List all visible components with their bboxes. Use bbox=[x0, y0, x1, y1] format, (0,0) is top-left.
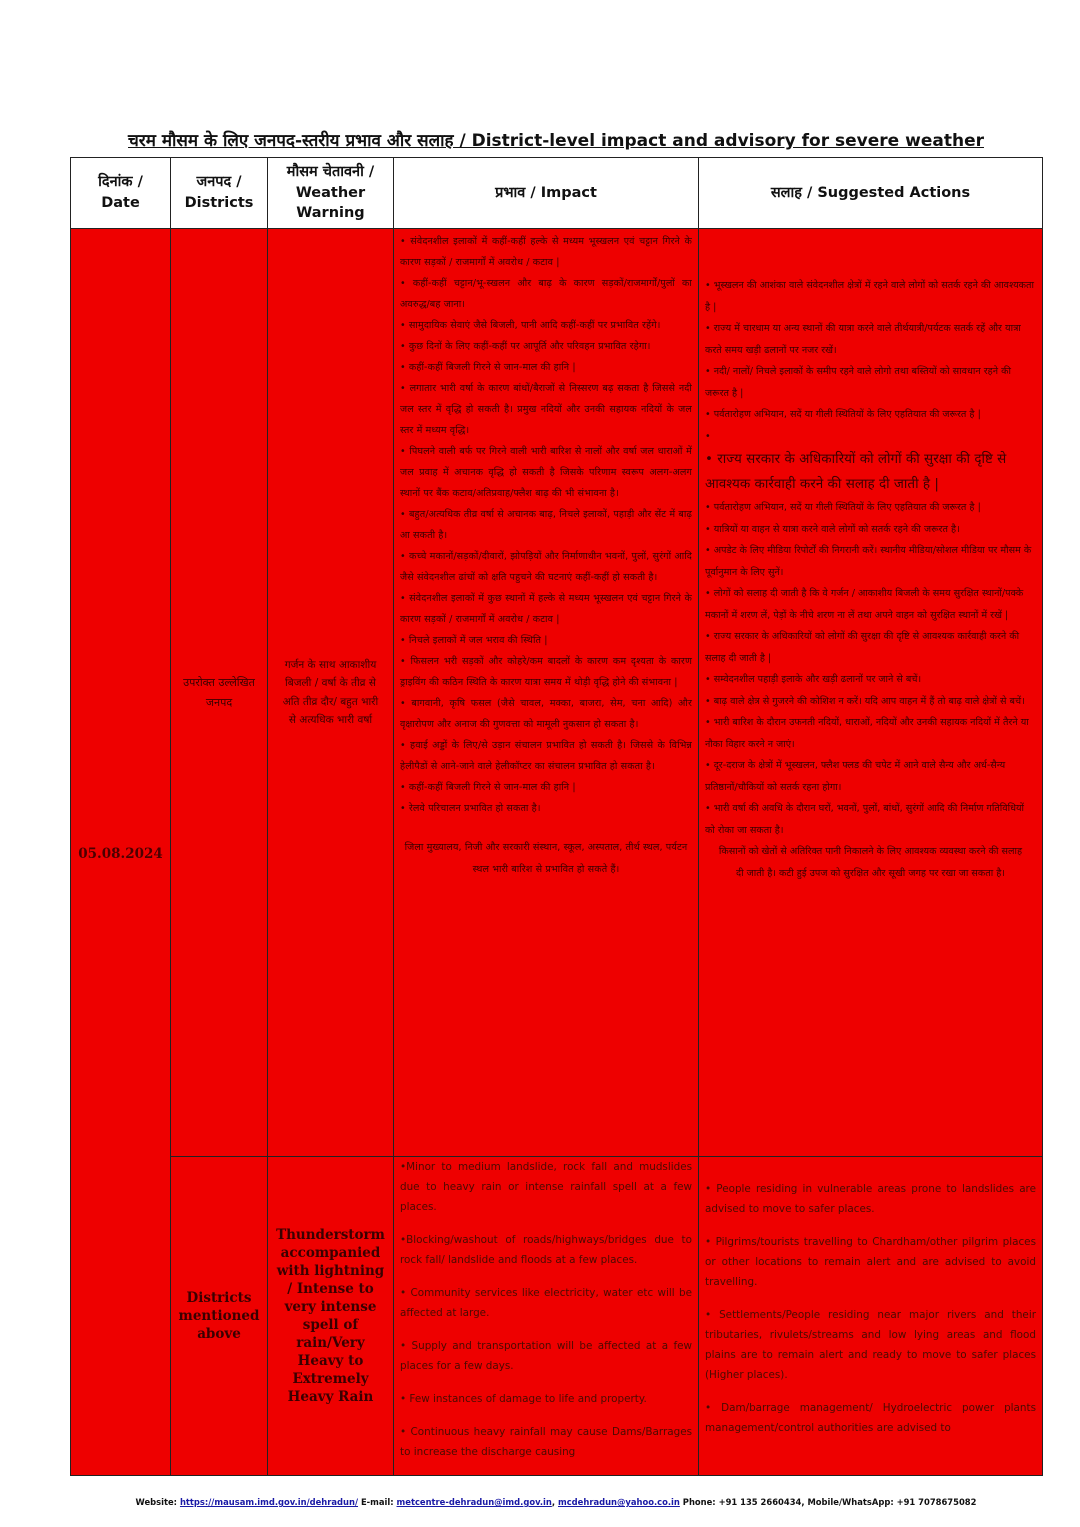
action-item: • Pilgrims/tourists travelling to Chardham/other pilgrim places or other locations to remain alert and are advised to avoid travelling. bbox=[705, 1236, 1036, 1288]
actions-header: सलाह / Suggested Actions bbox=[699, 158, 1043, 229]
action-item: • सम्वेदनशील पहाड़ी इलाके और खड़ी ढलानों पर जाने से बचें। bbox=[705, 674, 922, 685]
impact-item: • लगातार भारी वर्षा के कारण बांधों/बैराजों से निस्सरण बढ़ सकता है जिससे नदी जल स्तर में वृद्धि हो सकती है। प्रमुख नदियों और उनकी सहायक नदियों के जल स्तर में मध्यम वृद्धि। bbox=[400, 383, 692, 436]
impact-item: • सामुदायिक सेवाएं जैसे बिजली, पानी आदि कहीं-कहीं पर प्रभावित रहेंगे। bbox=[400, 320, 661, 331]
impact-header: प्रभाव / Impact bbox=[394, 158, 699, 229]
impact-item: • बहुत/अत्यधिक तीव्र वर्षा से अचानक बाढ़, निचले इलाकों, पहाड़ी और सेंट में बाढ़ आ सकती है। bbox=[400, 509, 692, 541]
action-item: • राज्य में चारधाम या अन्य स्थानों की यात्रा करने वाले तीर्थयात्री/पर्यटक सतर्क रहें और यात्रा करते समय खड़ी ढलानों पर नजर रखें। bbox=[705, 323, 1021, 356]
action-item: • People residing in vulnerable areas prone to landslides are advised to move to safer places. bbox=[705, 1183, 1036, 1215]
action-item-emphasis: • राज्य सरकार के अधिकारियों को लोगों की सुरक्षा की दृष्टि से आवश्यक कार्रवाही करने की सलाह दी जाती है | bbox=[705, 451, 1007, 492]
action-item: • लोगों को सलाह दी जाती है कि वे गर्जन / आकाशीय बिजली के समय सुरक्षित स्थानों/पक्के मकानों में शरण लें, पेड़ों के नीचे शरण ना लें तथा अपने वाहन को सुरक्षित स्थानों में रखें | bbox=[705, 588, 1024, 621]
action-item: • भूस्खलन की आशंका वाले संवेदनशील क्षेत्रों में रहने वाले लोगों को सतर्क रहने की आवश्यकता है | bbox=[705, 280, 1034, 313]
districts-cell-english bbox=[171, 1157, 268, 1476]
warning-cell-hindi bbox=[268, 229, 394, 1157]
warning-header: मौसम चेतावनी / Weather Warning bbox=[268, 158, 394, 229]
footer-contact: Website: https://mausam.imd.gov.in/dehradun/ E-mail: metcentre-dehradun@imd.gov.in, mcdehradun@yahoo.co.in Phone: +91 135 2660434, Mobile/WhatsApp: +91 7078675082 bbox=[135, 1497, 977, 1507]
warning-cell-english bbox=[268, 1157, 394, 1476]
email-link-imd[interactable]: metcentre-dehradun@imd.gov.in bbox=[396, 1497, 552, 1507]
action-item: • भारी वर्षा की अवधि के दौरान घरों, भवनों, पुलों, बांधों, सुरंगों आदि की निर्माण गतिविधियों को रोका जा सकता है। bbox=[705, 803, 1025, 836]
header-row bbox=[71, 158, 1043, 229]
districts-cell-hindi bbox=[171, 229, 268, 1157]
impact-item: • पिघलने वाली बर्फ पर गिरने वाली भारी बारिश से नालों और वर्षा जल धाराओं में जल प्रवाह में अचानक वृद्धि हो सकती है जिसके परिणाम स्वरूप अलग-अलग स्थानों पर बैंक कटाव/अतिप्रवाह/फ्लैश बाढ़ की भी संभावना है। bbox=[400, 446, 692, 499]
action-item: • नदी/ नालों/ निचले इलाकों के समीप रहने वाले लोगो तथा बस्तियों को सावधान रहने की जरूरत है | bbox=[705, 366, 1011, 399]
warning-english: Thunderstorm accompanied with lightning / Intense to very intense spell of rain/Very Heavy to Extremely Heavy Rain bbox=[276, 1226, 385, 1406]
date-value: 05.08.2024 bbox=[78, 845, 163, 862]
impact-item: • Supply and transportation will be affected at a few places for a few days. bbox=[400, 1340, 692, 1372]
actions-cell-hindi bbox=[699, 229, 1043, 1157]
impact-item: • रेलवे परिचालन प्रभावित हो सकता है। bbox=[400, 803, 541, 814]
action-item: • पर्वतारोहण अभियान, सदें या गीली स्थितियों के लिए एहतियात की जरूरत है | bbox=[705, 409, 981, 420]
districts-header: जनपद / Districts bbox=[171, 158, 268, 229]
action-item: • यात्रियों या वाहन से यात्रा करने वाले लोगों को सतर्क रहने की जरूरत है। bbox=[705, 523, 960, 535]
impact-cell-english bbox=[394, 1157, 699, 1476]
email-link-yahoo[interactable]: mcdehradun@yahoo.co.in bbox=[557, 1497, 680, 1507]
action-item: • अपडेट के लिए मीडिया रिपोर्टों की निगरानी करें। स्थानीय मीडिया/सोशल मीडिया पर मौसम के पूर्वानुमान के लिए सुनें। bbox=[705, 545, 1032, 578]
impact-note: जिला मुख्यालय, निजी और सरकारी संस्थान, स्कूल, अस्पताल, तीर्थ स्थल, पर्यटन स्थल भारी बारिश से प्रभावित हो सकते हैं। bbox=[404, 842, 688, 875]
impact-item: • निचले इलाकों में जल भराव की स्थिति | bbox=[400, 635, 548, 646]
impact-item: • कच्चे मकानों/सड़कों/दीवारों, झोपड़ियों और निर्माणाधीन भवनों, पुलों, सुरंगों आदि जैसे संवेदनशील ढांचों को क्षति पहुचने की घटनाएं कहीं-कहीं हो सकती है। bbox=[400, 551, 692, 583]
impact-item: • संवेदनशील इलाकों में कुछ स्थानों में हल्के से मध्यम भूस्खलन एवं चट्टान गिरने के कारण सड़कों / राजमार्गों में अवरोध / कटाव | bbox=[400, 593, 692, 625]
districts-english: Districts mentioned above bbox=[178, 1289, 260, 1343]
action-item: • Dam/barrage management/ Hydroelectric power plants management/control authorities are advised to bbox=[705, 1402, 1036, 1434]
action-item: • राज्य सरकार के अधिकारियों को लोगों की सुरक्षा की दृष्टि से आवश्यक कार्रवाही करने की सलाह दी जाती है | bbox=[705, 631, 1020, 664]
website-link[interactable]: https://mausam.imd.gov.in/dehradun/ bbox=[179, 1497, 359, 1507]
impact-item: • Continuous heavy rainfall may cause Dams/Barrages to increase the discharge causing bbox=[400, 1426, 692, 1458]
impact-item: •Blocking/washout of roads/highways/bridges due to rock fall/ landslide and floods at a few places. bbox=[400, 1234, 692, 1266]
phone-info: Phone: +91 135 2660434, Mobile/WhatsApp: +91 7078675082 bbox=[679, 1497, 977, 1507]
action-note: किसानों को खेतों से अतिरिक्त पानी निकालने के लिए आवश्यक व्यवस्था करने की सलाह दी जाती है। कटी हुई उपज को सुरक्षित और सूखी जगह पर रखा जा सकता है। bbox=[718, 846, 1023, 879]
impact-cell-hindi bbox=[394, 229, 699, 1157]
impact-item: •Minor to medium landslide, rock fall and mudslides due to heavy rain or intense rainfall spell at a few places. bbox=[400, 1161, 692, 1213]
action-item: • भारी बारिश के दौरान उफनती नदियों, धाराओं, नदियों और उनकी सहायक नदियों में तैरने या नौका विहार करने न जाएं। bbox=[705, 717, 1029, 750]
actions-cell-english bbox=[699, 1157, 1043, 1476]
impact-item: • Few instances of damage to life and property. bbox=[400, 1393, 647, 1405]
date-header: दिनांक / Date bbox=[71, 158, 171, 229]
impact-item: • संवेदनशील इलाकों में कहीं-कहीं हल्के से मध्यम भूस्खलन एवं चट्टान गिरने के कारण सड़कों / राजमार्गों में अवरोध / कटाव | bbox=[400, 236, 692, 268]
warning-hindi: गर्जन के साथ आकाशीय बिजली / वर्षा के तीव्र से अति तीव्र दौर/ बहुत भारी से अत्यधिक भारी वर्षा bbox=[282, 658, 379, 726]
districts-hindi: उपरोक्त उल्लेखित जनपद bbox=[183, 676, 255, 709]
action-item: • बाढ़ वाले क्षेत्र से गुजरने की कोशिश न करें। यदि आप वाहन में हैं तो बाढ़ वाले क्षेत्रों से बचें। bbox=[705, 695, 1025, 707]
advisory-table bbox=[70, 157, 1043, 1476]
action-item: • Settlements/People residing near major rivers and their tributaries, rivulets/streams and low lying areas and flood plains are to remain alert and ready to move to safer places (Higher places). bbox=[705, 1309, 1036, 1381]
impact-item: • कुछ दिनों के लिए कहीं-कहीं पर आपूर्ति और परिवहन प्रभावित रहेगा। bbox=[400, 341, 651, 352]
impact-item: • फिसलन भरी सड़कों और कोहरे/कम बादलों के कारण कम दृश्यता के कारण ड्राइविंग की कठिन स्थिति के कारण यात्रा समय में थोड़ी वृद्धि होने की संभावना | bbox=[400, 656, 692, 688]
impact-item: • कहीं-कहीं चट्टान/भू-स्खलन और बाढ़ के कारण सड़कों/राजमार्गों/पुलों का अवरुद्ध/बह जाना। bbox=[400, 278, 692, 310]
action-item: • पर्वतारोहण अभियान, सदें या गीली स्थितियों के लिए एहतियात की जरूरत है | bbox=[705, 502, 981, 513]
date-cell bbox=[71, 229, 171, 1476]
impact-item: • कहीं-कहीं बिजली गिरने से जान-माल की हानि | bbox=[400, 362, 576, 373]
impact-item: • हवाई अड्डों के लिए/से उड़ान संचालन प्रभावित हो सकती है। जिससे के विभिन्न हेलीपैडों से आने-जाने वाले हेलीकॉप्टर का संचालन प्रभावित हो सकता है। bbox=[400, 740, 692, 772]
page-title: चरम मौसम के लिए जनपद-स्तरीय प्रभाव और सलाह / District-level impact and advisory for severe weather bbox=[128, 131, 984, 151]
action-item: • bbox=[705, 430, 711, 442]
hindi-row bbox=[71, 229, 1043, 1157]
impact-item: • कहीं-कहीं बिजली गिरने से जान-माल की हानि | bbox=[400, 782, 576, 793]
action-item: • दूर-दराज के क्षेत्रों में भूस्खलन, फ्लैश फ्लड की चपेट में आने वाले सैन्य और अर्ध-सैन्य प्रतिष्ठानों/चौकियों को सतर्क रहना होगा। bbox=[705, 760, 1006, 793]
impact-item: • Community services like electricity, water etc will be affected at large. bbox=[400, 1287, 692, 1319]
english-row bbox=[71, 1157, 1043, 1476]
impact-item: • बागवानी, कृषि फसल (जैसे चावल, मक्का, बाजरा, सेम, चना आदि) और वृक्षारोपण और अनाज की गुणवत्ता को मामूली नुकसान हो सकता है। bbox=[400, 698, 692, 730]
